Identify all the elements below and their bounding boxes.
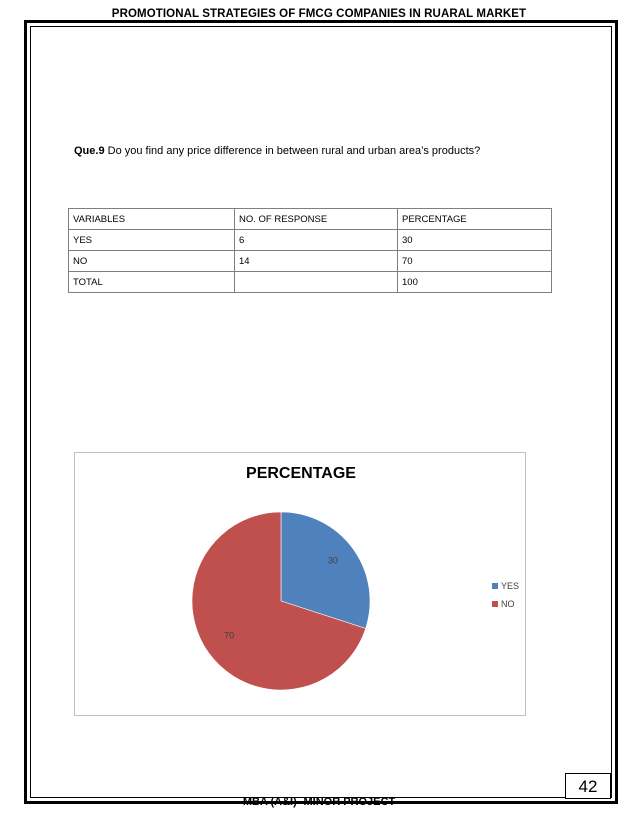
legend-label-no: NO bbox=[501, 599, 515, 609]
pie-chart-svg bbox=[75, 453, 527, 717]
table-row bbox=[69, 251, 552, 272]
legend-swatch-yes bbox=[492, 583, 498, 589]
question-body: Do you find any price difference in between rural and urban area’s products? bbox=[104, 145, 481, 157]
table-cell: NO bbox=[69, 251, 235, 272]
response-table bbox=[68, 208, 552, 293]
legend-label-yes: YES bbox=[501, 581, 520, 591]
legend-swatch-no bbox=[492, 601, 498, 607]
question-label: Que.9 bbox=[74, 145, 105, 157]
table-cell: 30 bbox=[398, 230, 552, 251]
data-label-yes: 30 bbox=[327, 555, 338, 566]
table-cell bbox=[235, 272, 398, 293]
table-cell: 100 bbox=[398, 272, 552, 293]
question-text bbox=[74, 145, 480, 157]
table-cell: 14 bbox=[235, 251, 398, 272]
table-header-row bbox=[69, 209, 552, 230]
running-header: PROMOTIONAL STRATEGIES OF FMCG COMPANIES IN RUARAL MARKET bbox=[111, 8, 527, 20]
page-number: 42 bbox=[565, 773, 611, 799]
table-row bbox=[69, 272, 552, 293]
header-responses: NO. OF RESPONSE bbox=[235, 209, 398, 230]
pie-chart bbox=[74, 452, 526, 716]
footer-text: MBA (A&I)- MINOR PROJECT bbox=[242, 796, 396, 808]
table-cell: TOTAL bbox=[69, 272, 235, 293]
chart-title: PERCENTAGE bbox=[246, 465, 356, 482]
table-cell: 70 bbox=[398, 251, 552, 272]
header-variables: VARIABLES bbox=[69, 209, 235, 230]
table-cell: YES bbox=[69, 230, 235, 251]
table-cell: 6 bbox=[235, 230, 398, 251]
table-row bbox=[69, 230, 552, 251]
header-percentage: PERCENTAGE bbox=[398, 209, 552, 230]
data-label-no: 70 bbox=[224, 630, 235, 641]
